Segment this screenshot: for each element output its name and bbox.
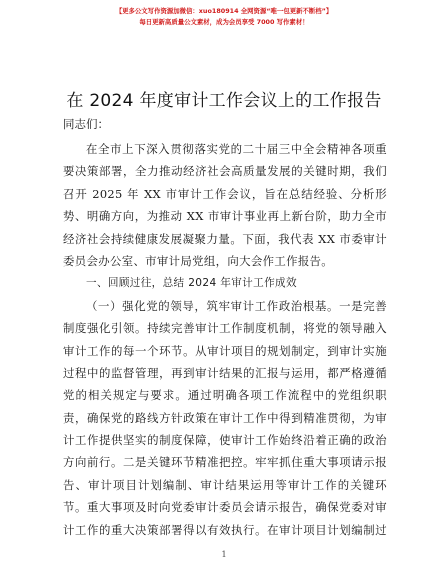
promo-banner-line-1: 【更多公文写作资源加微信：xuo180914 全网资源“唯一包更新不断档”】 bbox=[115, 7, 333, 15]
body-line: 制度强化引领。持续完善审计工作制度机制，将党的领导融入 bbox=[63, 321, 387, 336]
body-line: 过程中的监督管理，再到审计结果的汇报与运用，都严格遵循 bbox=[63, 365, 387, 380]
body-line: 计工作提供坚实的制度保障，使审计工作始终沿着正确的政治 bbox=[63, 433, 387, 448]
salutation: 同志们： bbox=[63, 117, 109, 131]
body-line: 经济社会持续健康发展凝聚力量。下面，我代表 XX 市委审计 bbox=[63, 231, 387, 246]
body-line: 委员会办公室、市审计局党组，向大会作工作报告。 bbox=[63, 253, 334, 268]
body-line: 召开 2025 年 XX 市审计工作会议，旨在总结经验、分析形 bbox=[63, 186, 387, 201]
promo-banner-line-2: 每日更新高质量公文素材，成为会员享受 7000 写作素材！ bbox=[139, 18, 309, 26]
body-line: 党的相关规定与要求。通过明确各项工作流程中的党组织职 bbox=[63, 388, 387, 403]
body-line: （一）强化党的领导，筑牢审计工作政治根基。一是完善 bbox=[86, 298, 387, 313]
body-line: 在全市上下深入贯彻落实党的二十届三中全会精神各项重 bbox=[86, 142, 387, 156]
body-line: 势、明确方向，为推动 XX 市审计事业再上新台阶，助力全市 bbox=[63, 209, 387, 224]
body-line: 告、审计项目计划编制、审计结果运用等审计工作的关键环 bbox=[63, 477, 387, 492]
body-line: 责，确保党的路线方针政策在审计工作中得到精准贯彻，为审 bbox=[63, 410, 387, 425]
body-line: 节。重大事项及时向党委审计委员会请示报告，确保党委对审 bbox=[63, 500, 387, 515]
document-body bbox=[63, 138, 387, 541]
body-line: 计工作的重大决策部署得以有效执行。在审计项目计划编制过 bbox=[63, 522, 387, 537]
promo-banner bbox=[0, 6, 448, 28]
page-number: 1 bbox=[221, 550, 227, 559]
body-line: 方向前行。二是关键环节精准把控。牢牢抓住重大事项请示报 bbox=[63, 455, 387, 470]
body-line: 审计工作的每一个环节。从审计项目的规划制定，到审计实施 bbox=[63, 343, 387, 358]
body-line: 要决策部署，全力推动经济社会高质量发展的关键时期，我们 bbox=[63, 164, 387, 179]
section-heading: 一、回顾过往，总结 2024 年审计工作成效 bbox=[86, 277, 297, 290]
document-title: 在 2024 年度审计工作会议上的工作报告 bbox=[66, 91, 382, 111]
